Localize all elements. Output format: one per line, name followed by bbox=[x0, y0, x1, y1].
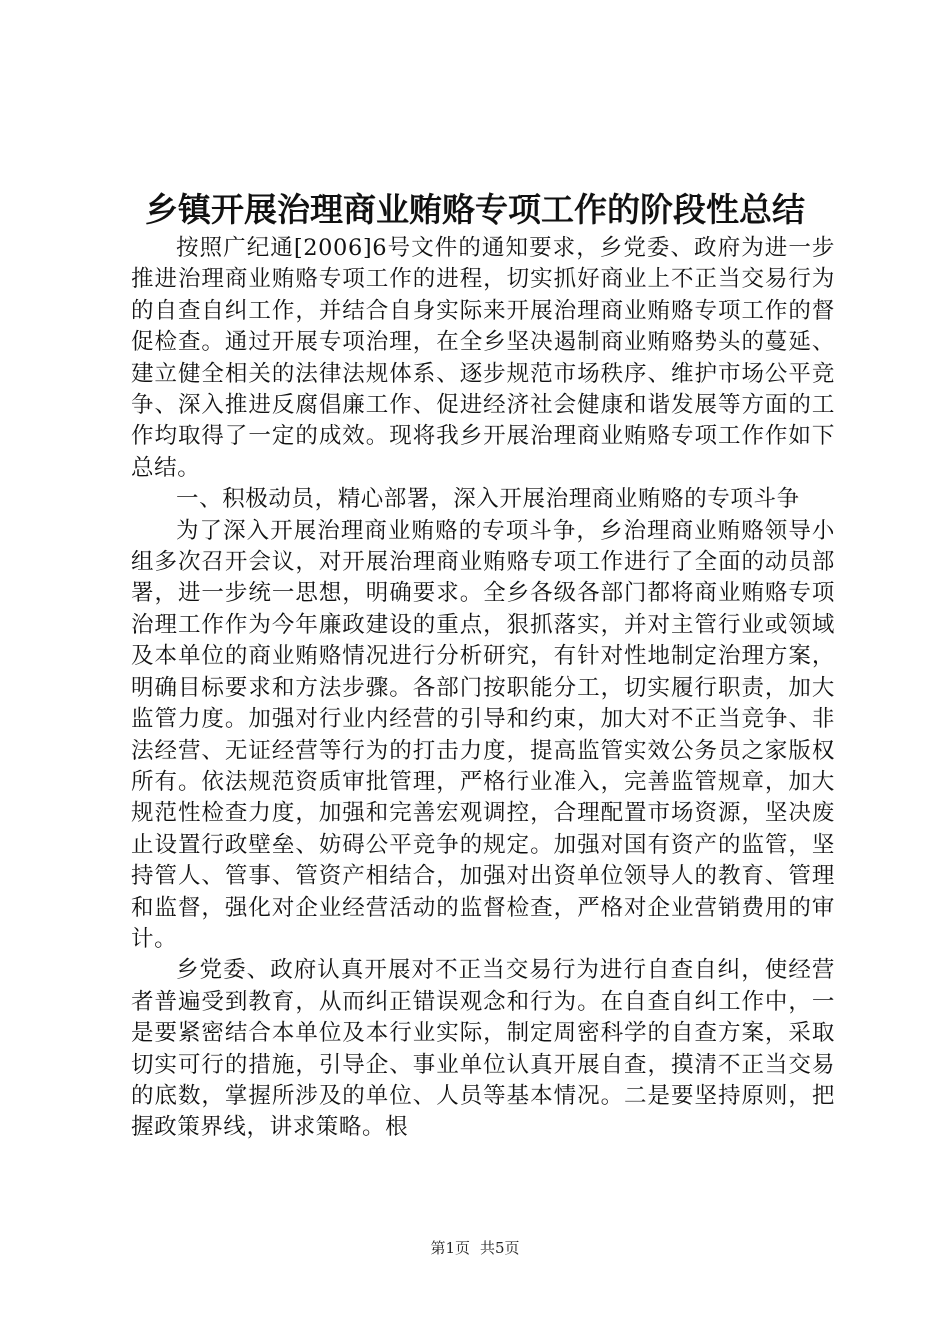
document-body bbox=[131, 233, 835, 1144]
paragraph-intro: 按照广纪通[2006]6号文件的通知要求，乡党委、政府为进一步推进治理商业贿赂专项工作的进程，切实抓好商业上不正当交易行为的自查自纠工作，并结合自身实际来开展治理商业贿赂专项工作的督促检查。通过开展专项治理，在全乡坚决遏制商业贿赂势头的蔓延、建立健全相关的法律法规体系、逐步规范市场秩序、维护市场公平竞争、深入推进反腐倡廉工作、促进经济社会健康和谐发展等方面的工作均取得了一定的成效。现将我乡开展治理商业贿赂专项工作作如下总结。 bbox=[131, 235, 835, 481]
page-total: 共5页 bbox=[480, 1239, 520, 1257]
document-title: 乡镇开展治理商业贿赂专项工作的阶段性总结 bbox=[145, 190, 805, 229]
page-footer bbox=[0, 1238, 950, 1258]
section-heading-1: 一、积极动员，精心部署，深入开展治理商业贿赂的专项斗争 bbox=[176, 486, 800, 513]
paragraph-section-1: 为了深入开展治理商业贿赂的专项斗争，乡治理商业贿赂领导小组多次召开会议，对开展治理商业贿赂专项工作进行了全面的动员部署，进一步统一思想，明确要求。全乡各级各部门都将商业贿赂专项治理工作作为今年廉政建设的重点，狠抓落实，并对主管行业或领域及本单位的商业贿赂情况进行分析研究，有针对性地制定治理方案，明确目标要求和方法步骤。各部门按职能分工，切实履行职责，加大监管力度。加强对行业内经营的引导和约束，加大对不正当竞争、非法经营、无证经营等行为的打击力度，提高监管实效公务员之家版权所有。依法规范资质审批管理，严格行业准入，完善监管规章，加大规范性检查力度，加强和完善宏观调控，合理配置市场资源，坚决废止设置行政壁垒、妨碍公平竞争的规定。加强对国有资产的监管，坚持管人、管事、管资产相结合，加强对出资单位领导人的教育、管理和监督，强化对企业经营活动的监督检查，严格对企业营销费用的审计。 bbox=[131, 517, 835, 952]
page-number: 第1页 bbox=[430, 1239, 470, 1257]
paragraph-self-inspection: 乡党委、政府认真开展对不正当交易行为进行自查自纠，使经营者普遍受到教育，从而纠正错误观念和行为。在自查自纠工作中，一是要紧密结合本单位及本行业实际，制定周密科学的自查方案，采取切实可行的措施，引导企、事业单位认真开展自查，摸清不正当交易的底数，掌握所涉及的单位、人员等基本情况。二是要坚持原则，把握政策界线，讲求策略。根 bbox=[131, 957, 835, 1141]
